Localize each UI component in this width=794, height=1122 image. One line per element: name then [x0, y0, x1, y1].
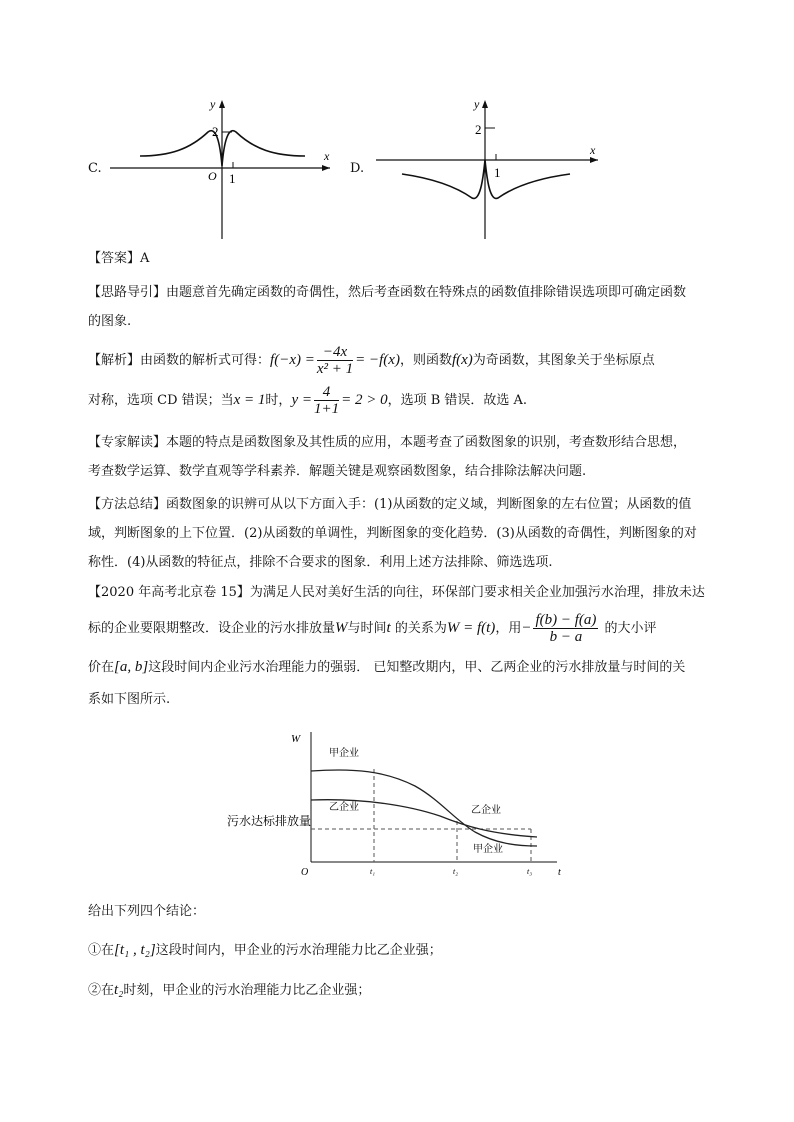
problem-text-3a: 价在 — [88, 660, 115, 675]
problem-text-2c: 的关系为 — [394, 621, 447, 636]
problem-text-2e: 的大小评 — [604, 621, 657, 636]
company-a-label-bottom: 甲企业 — [473, 844, 503, 855]
option-c-graph — [100, 94, 340, 244]
answer-value: A — [140, 251, 150, 266]
analysis-text-3: 为奇函数，其图象关于坐标原点 — [472, 353, 655, 368]
guide-prefix: 【思路导引】 — [88, 285, 167, 300]
option-c-y-arrow — [219, 100, 225, 108]
method-paragraph — [88, 490, 718, 577]
conclusion-2-mark: ②在 — [88, 983, 115, 998]
tick-t2: t₂ — [453, 867, 459, 876]
analysis-text-4: 对称，选项 CD 错误；当 — [88, 393, 234, 408]
option-d-y-arrow — [482, 100, 488, 108]
option-d-curve — [402, 160, 570, 198]
analysis-text-2: ，则函数 — [399, 353, 452, 368]
tick-t1: t₁ — [370, 867, 376, 876]
problem-interval: [a, b] — [114, 659, 149, 675]
expert-line-1: 本题的特点是函数图象及其性质的应用，本题考查了函数图象的识别，考查数形结合思想， — [166, 435, 687, 450]
conclusion-2-t: t₂ — [114, 982, 124, 998]
option-d-one: 1 — [494, 165, 501, 180]
method-line-1: 函数图象的识辨可从以下方面入手：(1)从函数的定义域，判断图象的左右位置；从函数的值 — [166, 497, 692, 512]
conclusion-1-mark: ①在 — [88, 943, 115, 958]
option-d-x-label: x — [590, 143, 596, 157]
tick-t3: t₃ — [527, 867, 533, 876]
problem-text-3b: 这段时间内企业污水治理能力的强弱． 已知整改期内，甲、乙两企业的污水排放量与时间的关 — [148, 660, 686, 675]
option-c-x-label: x — [324, 149, 330, 163]
option-c-x-arrow — [322, 165, 330, 171]
analysis-frac2-num: 4 — [314, 384, 339, 401]
emission-figure — [225, 728, 565, 880]
conclusions — [88, 896, 718, 1010]
option-d-y-label: y — [474, 97, 480, 111]
analysis-fx: f(x) — [451, 352, 473, 368]
answer-prefix: 【答案】 — [88, 251, 141, 266]
problem-neg: − — [521, 620, 532, 636]
conclusion-1-interval: [t₁ , t₂] — [114, 942, 156, 958]
company-b-label: 乙企业 — [329, 802, 359, 813]
problem-paragraph — [88, 578, 718, 714]
guide-line-2: 的图象. — [88, 314, 132, 329]
analysis-eq-neg-f: = −f(x) — [355, 352, 400, 368]
problem-line-4: 系如下图所示. — [88, 692, 171, 707]
guide-paragraph — [88, 278, 718, 336]
problem-W-eq: W = f(t) — [446, 620, 496, 636]
conclusion-1-text: 这段时间内，甲企业的污水治理能力比乙企业强； — [155, 943, 442, 958]
analysis-fraction — [317, 344, 353, 377]
analysis-frac2-den: 1+1 — [313, 401, 340, 417]
problem-text-2a: 标的企业要限期整改．设企业的污水排放量 — [88, 621, 336, 636]
problem-W: W — [335, 620, 348, 636]
analysis-x-eq: x = 1 — [233, 392, 266, 408]
expert-prefix: 【专家解读】 — [88, 435, 167, 450]
problem-text-2d: ，用 — [495, 621, 522, 636]
option-c-label: C. — [88, 161, 102, 176]
analysis-y-eq: y = — [291, 392, 312, 408]
problem-fraction — [533, 612, 598, 645]
analysis-paragraph — [88, 342, 718, 422]
option-d-x-arrow — [590, 157, 598, 163]
figure-y-label: W — [291, 733, 301, 745]
analysis-text-1: 由函数的解析式可得： — [140, 353, 271, 368]
threshold-label: 污水达标排放量 — [227, 814, 312, 828]
option-d-label: D. — [350, 161, 365, 176]
guide-line-1: 由题意首先确定函数的奇偶性，然后考查函数在特殊点的函数值排除错误选项即可确定函数 — [166, 285, 687, 300]
analysis-text-6: ，选项 B 错误．故选 A. — [387, 393, 528, 408]
conclusions-intro: 给出下列四个结论： — [88, 904, 206, 919]
analysis-frac-den: x² + 1 — [316, 361, 354, 377]
analysis-text-5: 时， — [265, 393, 292, 408]
analysis-f-neg: f(−x) = — [270, 352, 315, 368]
method-line-2: 域，判断图象的上下位置．(2)从函数的单调性，判断图象的变化趋势．(3)从函数的奇偶性，判断图象的对 — [88, 526, 697, 541]
company-b-label-right: 乙企业 — [471, 805, 501, 816]
problem-text-2b: 与时间 — [347, 621, 387, 636]
analysis-eq-2: = 2 > 0 — [341, 392, 388, 408]
option-d-graph — [370, 94, 610, 244]
expert-line-2: 考查数学运算、数学直观等学科素养．解题关键是观察函数图象，结合排除法解决问题. — [88, 464, 587, 479]
conclusion-2-text: 时刻，甲企业的污水治理能力比乙企业强； — [123, 983, 371, 998]
analysis-frac-num: −4x — [317, 344, 353, 361]
problem-line-1: 为满足人民对美好生活的向往，环保部门要求相关企业加强污水治理，排放未达 — [249, 585, 705, 600]
problem-frac-den: b − a — [549, 629, 583, 645]
company-a-label-top: 甲企业 — [329, 748, 359, 759]
option-c-one: 1 — [229, 171, 236, 186]
option-c-origin: O — [208, 169, 217, 183]
expert-paragraph — [88, 428, 718, 486]
answer-paragraph — [88, 244, 718, 273]
problem-frac-num: f(b) − f(a) — [535, 612, 597, 628]
method-line-3: 称性．(4)从函数的特征点，排除不合要求的图象．利用上述方法排除、筛选选项. — [88, 555, 553, 570]
option-d-two: 2 — [475, 122, 482, 137]
analysis-prefix: 【解析】 — [88, 353, 141, 368]
problem-t: t — [386, 620, 391, 636]
method-prefix: 【方法总结】 — [88, 497, 167, 512]
figure-origin: O — [301, 867, 309, 878]
option-c-two: 2 — [212, 124, 219, 139]
problem-prefix: 【2020 年高考北京卷 15】 — [88, 585, 250, 600]
option-c-y-label: y — [210, 97, 216, 111]
figure-x-label: t — [558, 867, 561, 878]
analysis-fraction-2 — [314, 384, 339, 417]
